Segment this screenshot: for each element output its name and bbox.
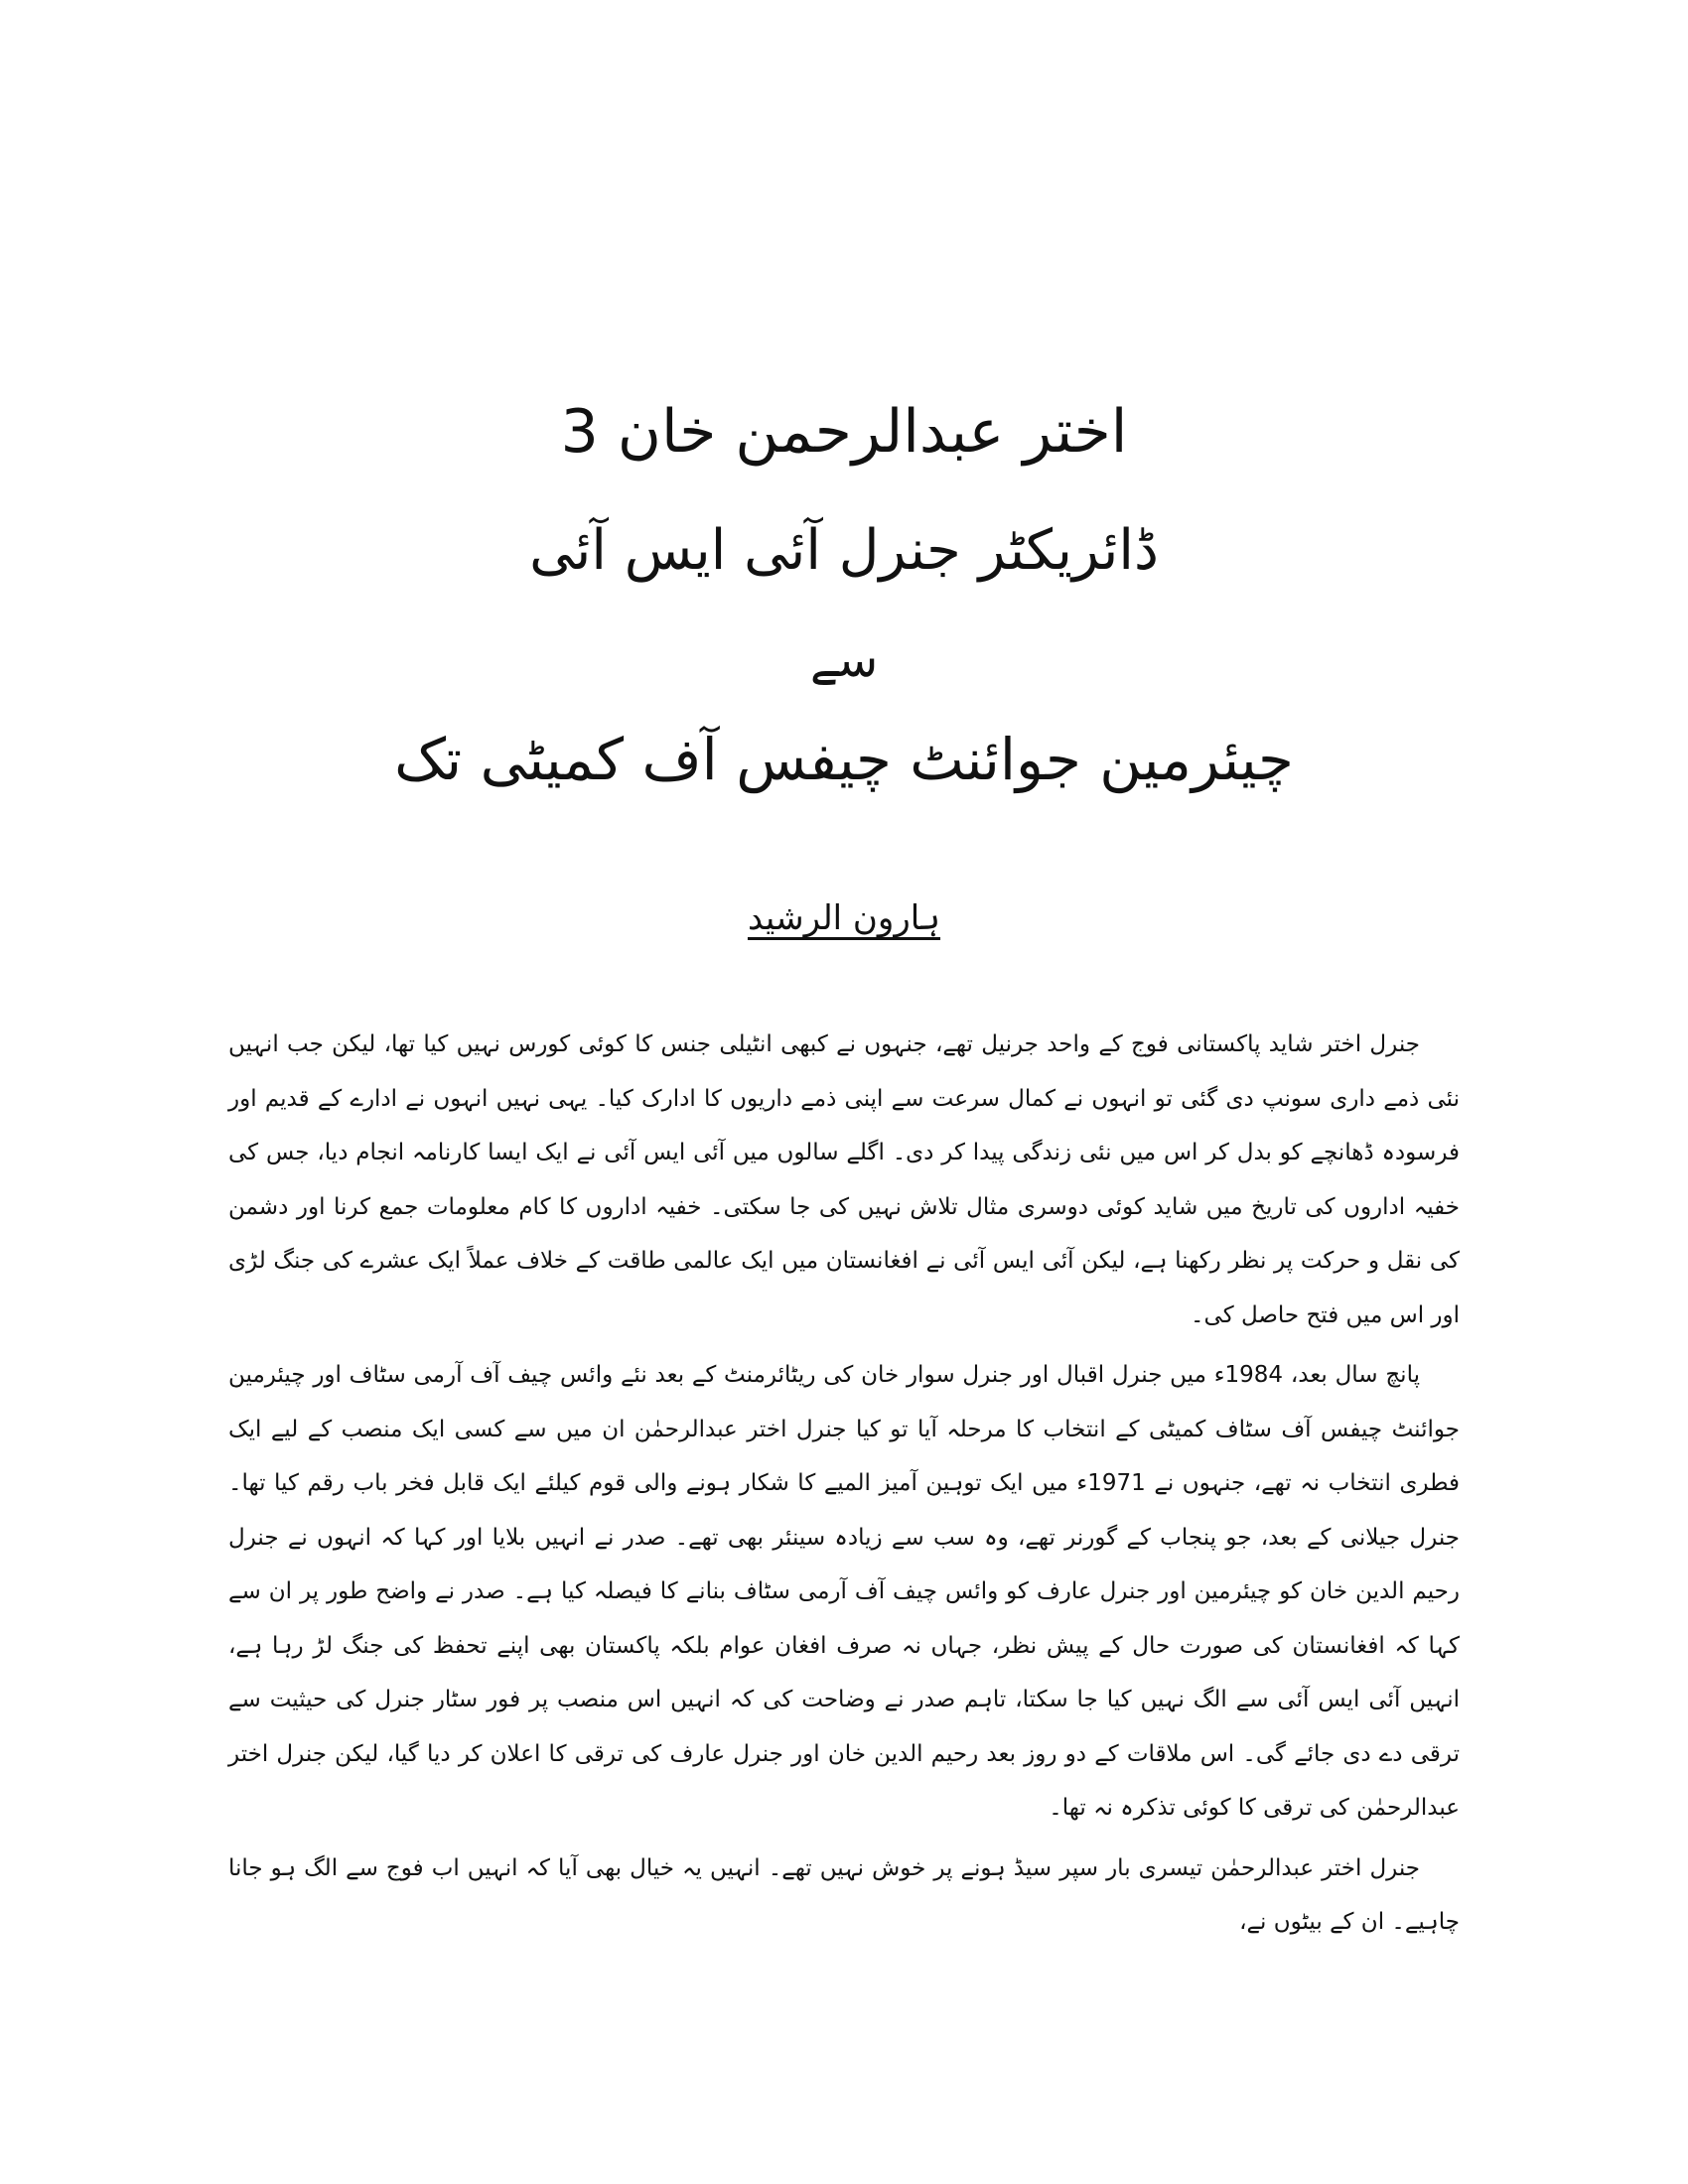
title-line-3: سے [809, 632, 879, 688]
title-line-2: ڈائریکٹر جنرل آئی ایس آئی [529, 518, 1159, 583]
title-line-4: چیئرمین جوائنٹ چیفس آف کمیٹی تک [394, 726, 1294, 793]
paragraph-3: جنرل اختر عبدالرحمٰن تیسری بار سپر سیڈ ہونے پر خوش نہیں تھے۔ انہیں یہ خیال بھی آیا کہ انہیں اب فوج سے الگ ہو جانا چاہیے۔ ان کے بیٹوں نے، [228, 1854, 1460, 1935]
article-body [228, 1018, 1460, 1950]
paragraph-2: پانچ سال بعد، 1984ء میں جنرل اقبال اور جنرل سوار خان کی ریٹائرمنٹ کے بعد نئے وائس چیف آف آرمی سٹاف اور چیئرمین جوائنٹ چیفس آف سٹاف کمیٹی کے انتخاب کا مرحلہ آیا تو کیا جنرل اختر عبدالرحمٰن ان میں سے کسی ایک منصب کے لیے ایک فطری انتخاب نہ تھے، جنہوں نے 1971ء میں ایک توہین آمیز المیے کا شکار ہونے والی قوم کیلئے ایک قابل فخر باب رقم کیا تھا۔ جنرل جیلانی کے بعد، جو پنجاب کے گورنر تھے، وہ سب سے زیادہ سینئر بھی تھے۔ صدر نے انہیں بلایا اور کہا کہ انہوں نے جنرل رحیم الدین خان کو چیئرمین اور جنرل عارف کو وائس چیف آف آرمی سٹاف بنانے کا فیصلہ کیا ہے۔ صدر نے واضح طور پر ان سے کہا کہ افغانستان کی صورت حال کے پیش نظر، جہاں نہ صرف افغان عوام بلکہ پاکستان بھی اپنے تحفظ کی جنگ لڑ رہا ہے، انہیں آئی ایس آئی سے الگ نہیں کیا جا سکتا، تاہم صدر نے وضاحت کی کہ انہیں اس منصب پر فور سٹار جنرل کی حیثیت سے ترقی دے دی جائے گی۔ اس ملاقات کے دو روز بعد رحیم الدین خان اور جنرل عارف کی ترقی کا اعلان کر دیا گیا، لیکن جنرل اختر عبدالرحمٰن کی ترقی کا کوئی تذکرہ نہ تھا۔ [228, 1362, 1460, 1821]
author-byline [0, 893, 1688, 943]
title-line-1: اختر عبدالرحمن خان 3 [560, 397, 1128, 467]
author-name: ہارون الرشید [747, 898, 941, 938]
paragraph-1: جنرل اختر شاید پاکستانی فوج کے واحد جرنیل تھے، جنہوں نے کبھی انٹیلی جنس کا کوئی کورس نہیں کیا تھا، لیکن جب انہیں نئی ذمے داری سونپ دی گئی تو انہوں نے کمال سرعت سے اپنی ذمے داریوں کا ادارک کیا۔ یہی نہیں انہوں نے ادارے کے قدیم اور فرسودہ ڈھانچے کو بدل کر اس میں نئی زندگی پیدا کر دی۔ اگلے سالوں میں آئی ایس آئی نے ایک ایسا کارنامہ انجام دیا، جس کی خفیہ اداروں کی تاریخ میں شاید کوئی دوسری مثال تلاش نہیں کی جا سکتی۔ خفیہ اداروں کا کام معلومات جمع کرنا اور دشمن کی نقل و حرکت پر نظر رکھنا ہے، لیکن آئی ایس آئی نے افغانستان میں ایک عالمی طاقت کے خلاف عملاً ایک عشرے کی جنگ لڑی اور اس میں فتح حاصل کی۔ [228, 1031, 1460, 1328]
